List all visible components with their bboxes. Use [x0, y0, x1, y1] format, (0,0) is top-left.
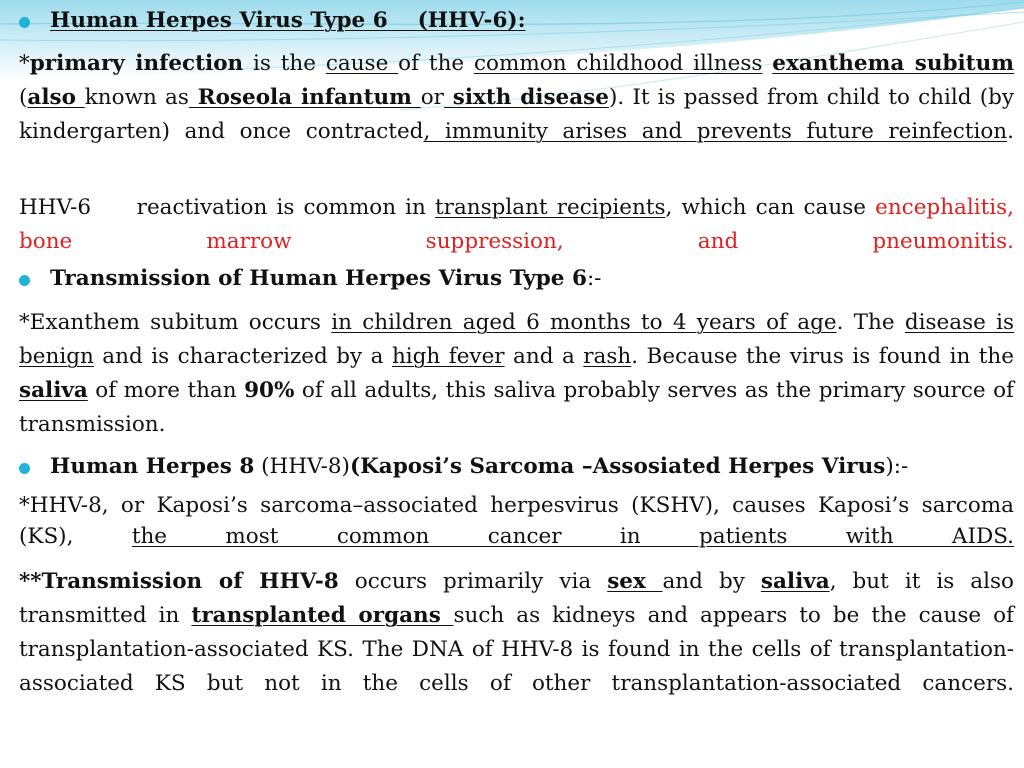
text-run: high fever	[391, 344, 505, 369]
text-run: in children aged 6 months to 4 years of age	[331, 310, 837, 335]
paragraph-exanthem-subitum	[19, 306, 1014, 442]
text-run: also	[27, 85, 85, 110]
text-run: is the	[243, 51, 326, 76]
text-run: (	[349, 454, 361, 479]
text-run: transplant recipients	[435, 195, 666, 220]
text-run: *HHV-8, or Kaposi’s sarcoma–associated herpesvirus (KSHV), causes Kaposi’s sarcoma (KS),	[19, 493, 1014, 549]
text-run: saliva	[760, 569, 830, 594]
text-run	[388, 8, 418, 33]
heading-hhv8	[19, 450, 1024, 484]
text-run: and is characterized by a	[93, 344, 392, 369]
text-run: saliva	[19, 378, 88, 403]
bullet-icon	[19, 463, 30, 474]
text-run: :-	[586, 266, 602, 291]
text-run: primary infection	[29, 51, 244, 76]
text-run: , which can cause	[665, 195, 876, 220]
text-run: **Transmission of HHV-8	[19, 569, 339, 594]
text-run: *	[19, 51, 30, 76]
text-run: or	[420, 85, 444, 110]
text-run: (HHV-6):	[417, 8, 526, 33]
text-run: common childhood illness	[473, 51, 763, 76]
text-run: such as kidneys and appears to be the cause of transplantation-associated KS. The DNA of HHV-8 is found in the cells of transplantation-associated KS but not in the cells of other transplantation-associated cancers.	[19, 603, 1014, 696]
text-run	[762, 51, 772, 76]
text-run: and by	[662, 569, 761, 594]
bullet-icon	[19, 275, 30, 286]
text-run: (HHV-8)	[254, 454, 350, 479]
heading-transmission-hhv6	[19, 262, 1024, 296]
text-run: 90%	[244, 378, 295, 403]
text-run: (by kindergarten)	[19, 85, 1014, 144]
text-run: . The	[836, 310, 905, 335]
text-run: the most common cancer in patients with AIDS.	[131, 524, 1014, 549]
text-run: Human Herpes 8	[50, 454, 255, 479]
bullet-icon	[19, 17, 30, 28]
heading-hhv6-text	[50, 8, 526, 33]
text-run: cause	[325, 51, 399, 76]
text-run: ). It is passed from child to child	[608, 85, 980, 110]
text-run: exanthema subitum	[772, 51, 1014, 76]
text-run: .	[1007, 119, 1014, 144]
text-run: *Exanthem subitum occurs	[19, 310, 332, 335]
text-run: sex	[607, 569, 663, 594]
text-run: Roseola infantum	[188, 85, 421, 110]
paragraph-kshv	[19, 490, 1014, 552]
heading-hhv6	[19, 4, 1024, 38]
paragraph-primary-infection	[19, 47, 1014, 149]
text-run: . Because the virus is found in the	[631, 344, 1015, 369]
text-run: HHV-6 reactivation is common in	[19, 195, 436, 220]
paragraph-transmission-hhv8	[19, 565, 1014, 701]
text-run: and once contracted	[169, 119, 424, 144]
text-run: Human Herpes Virus Type 6	[50, 8, 388, 33]
paragraph-reactivation	[19, 191, 1014, 259]
text-run: rash	[583, 344, 632, 369]
red-text-conditions: encephalitis, bone marrow suppression, and pneumonitis.	[19, 195, 1014, 254]
text-run: sixth disease	[443, 85, 609, 110]
text-run: (	[19, 85, 28, 110]
text-run: and a	[504, 344, 584, 369]
text-run: , immunity arises and prevents future reinfection	[423, 119, 1008, 144]
text-run: , but it is also transmitted in	[19, 569, 1014, 628]
text-run: of all adults, this saliva probably serves as the primary source of transmission.	[19, 378, 1014, 437]
text-run: ):-	[885, 454, 909, 479]
text-run: Kaposi’s Sarcoma –Assosiated Herpes Virus	[360, 454, 886, 479]
text-run: Transmission of Human Herpes Virus Type 6	[50, 266, 587, 291]
text-run: known as	[84, 85, 189, 110]
text-run: disease is benign	[19, 310, 1015, 369]
text-run: of more than	[87, 378, 245, 403]
text-run: of the	[398, 51, 474, 76]
text-run: transplanted organs	[191, 603, 454, 628]
text-run: occurs primarily via	[338, 569, 608, 594]
